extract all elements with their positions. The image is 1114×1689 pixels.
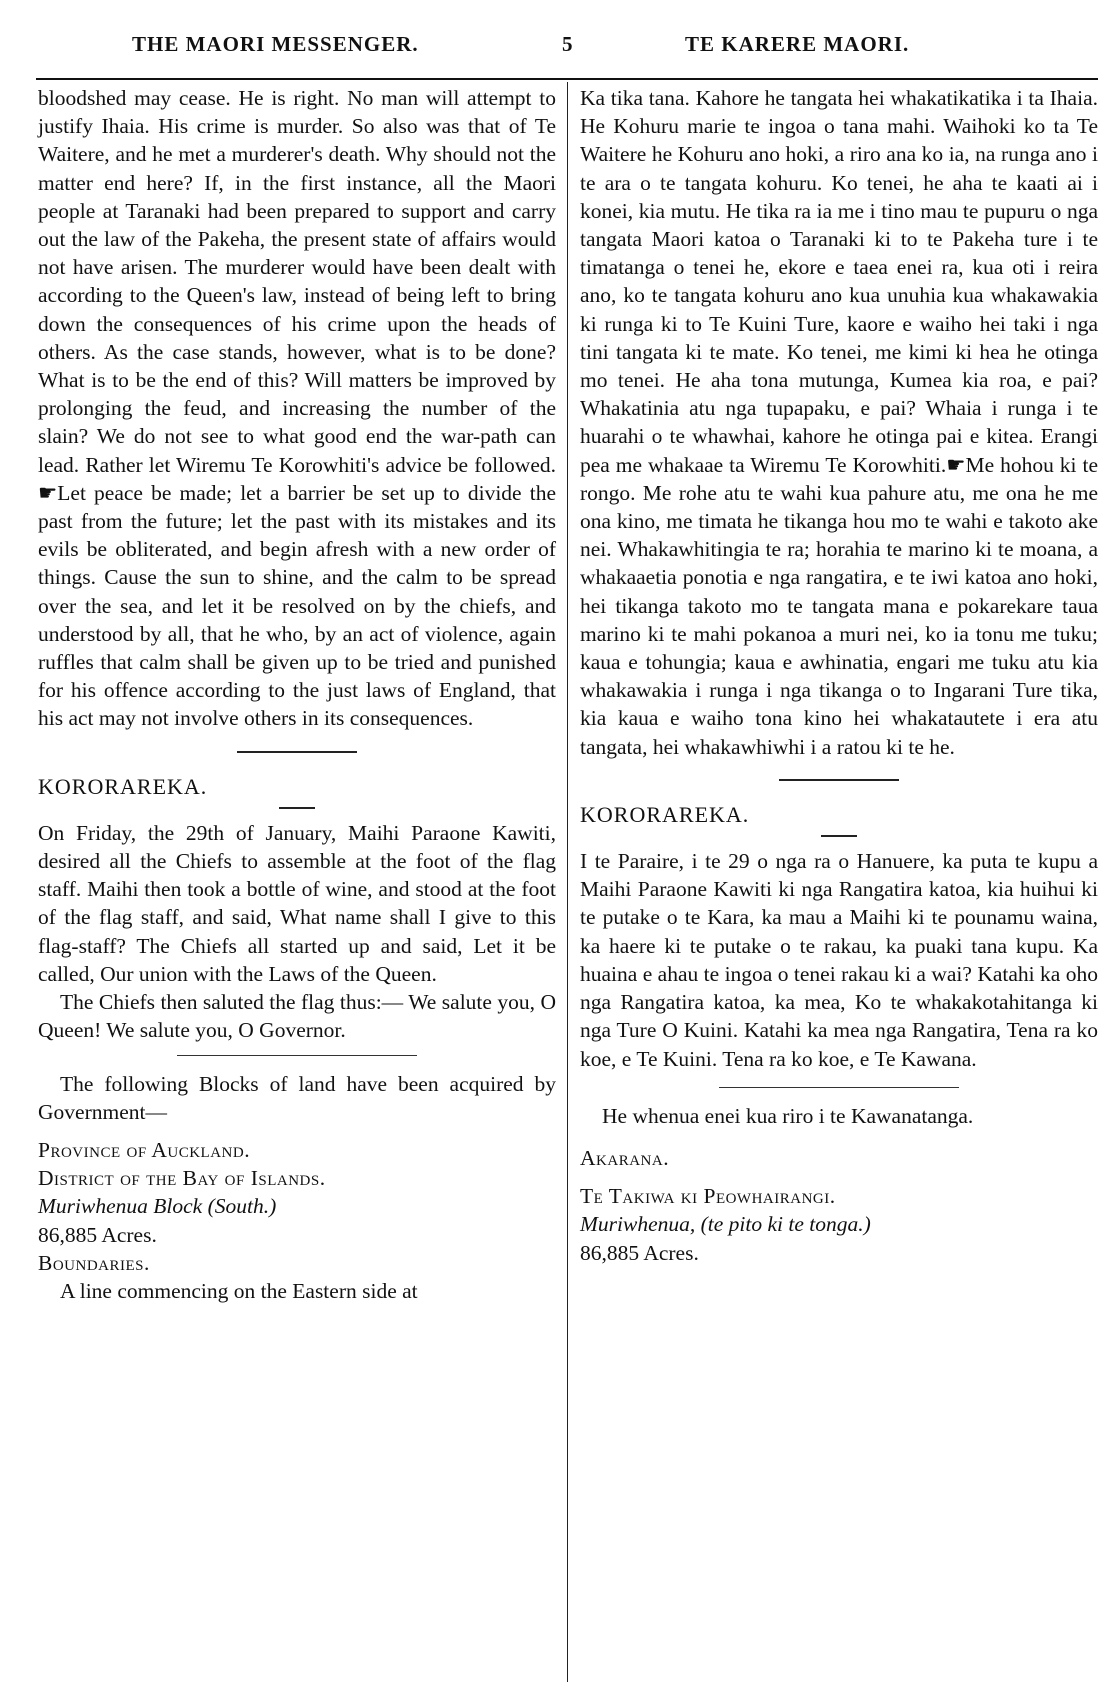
section-title: KORORAREKA. [38, 773, 208, 799]
boundary-description: A line commencing on the Eastern side at [60, 1278, 418, 1303]
running-head [0, 28, 1114, 68]
province-heading: Province of Auckland. [38, 1137, 251, 1162]
acreage-maori: 86,885 Acres. [580, 1240, 699, 1265]
article-continuation: bloodshed may cease. He is right. No man will attempt to justify Ihaia. His crime is murder. So also was that of Te Waitere, and he met a murderer's death. Why should not the matter end here? If, in the first instance, all the Maori people at Taranaki had been prepared to support and carry out the law of the Pakeha, the present state of affairs would not have arisen. The murderer would have been dealt with according to the Queen's law, instead of being left to bring down the consequences of his crime upon the heads of others. As the case stands, however, what is to be done? What is to be the end of this? Will matters be improved by prolonging the feud, and increasing the number of the slain? We do not see to what good end the war-path can lead. Rather let Wiremu Te Korowhiti's advice be followed. ☛Let peace be made; let a barrier be set up to divide the past from the future; let the past with its mistakes and its evils be obliterated, and begin afresh with a new order of things. Cause the sun to shine, and the calm to be spread over the sea, and let it be resolved on by the chiefs, and understood by all, that he who, by an act of violence, again ruffles that calm shall be given up to be tried and punished for his offence according to the just laws of England, that his act may not involve others in its consequences. [38, 86, 556, 731]
column-divider [567, 82, 568, 1682]
block-name-maori: Muriwhenua, (te pito ki te tonga.) [580, 1212, 871, 1237]
article-continuation-maori: Ka tika tana. Kahore he tangata hei whakatikatika i ta Ihaia. He Kohuru marie te ingoa o tana mahi. Waihoki ko ta Te Waitere he Kohuru ano hoki, a riro ana ko ia, na runga ano i te ara o te tangata kohuru. Ko tenei, he aha te kaati ai i konei, kia mutu. He tika ra ia me i tino mau te pupuru o nga tangata Maori katoa o Taranaki ki to te Pakeha ture i te timatanga o tenei he, ekore e taea enei ra, kua oti i reira ano, ko te tangata kohuru ano kua unuhia kua whakawakia ki runga ki to Te Kuini Ture, kaore e waiho hei taki i nga tini tangata ki te mate. Ko tenei, me kimi ki hea he otinga mo tenei. He aha tona mutunga, Kumea kia roa, e pai? Whakatinia atu nga tupapaku, e pai? Whaia i runga i te huarahi o te whawhai, kahore he otinga pai e kitea. Erangi pea me whakaae ta Wiremu Te Korowhiti.☛Me hohou ki te rongo. Me rohe atu te wahi kua pahure atu, me ona he me ona kino, me timata he tikanga hou mo te wahi e takoto ake nei. Whakawhitingia te ra; horahia te marino ki te moana, a whakaaetia ponotia e nga rangatira, e te iwi katoa ano hoki, hei tikanga takoto mo te tangata mana e pokarekare taua marino ki te mahi pokanoa a muri nei, ko ia tonu me tuku; kaua e tohungia; kaua e awhinatia, engari me tuku atu kia whakawakia i runga i nga tikanga o to Ingarani Ture tika, kia kaua e waiho tona kino hei whakatautete i era atu tangata, hei whakawhiwhi i a ratou ki te he. [580, 86, 1098, 759]
masthead-english: THE MAORI MESSENGER. [132, 32, 419, 56]
masthead-maori: TE KARERE MAORI. [685, 32, 910, 56]
block-name: Muriwhenua Block (South.) [38, 1194, 277, 1219]
province-heading-maori: Akarana. [580, 1145, 670, 1170]
section-title-maori: KORORAREKA. [580, 801, 750, 827]
kororareka-paragraph: On Friday, the 29th of January, Maihi Paraone Kawiti, desired all the Chiefs to assemble at the foot of the flag staff. Maihi then took a bottle of wine, and stood at the foot of the flag staff, and said, What name shall I give to this flag-staff? The Chiefs all started up and said, Let it be called, Our union with the Laws of the Queen. [38, 820, 556, 986]
boundaries-heading: Boundaries. [38, 1250, 150, 1275]
maori-column [580, 84, 1098, 1267]
english-column [38, 84, 556, 1305]
page-number: 5 [562, 32, 574, 56]
flag-salute-paragraph: The Chiefs then saluted the flag thus:— We salute you, O Queen! We salute you, O Governor. [38, 990, 556, 1043]
acreage: 86,885 Acres. [38, 1222, 157, 1247]
land-blocks-paragraph-maori: He whenua enei kua riro i te Kawanatanga. [602, 1103, 974, 1128]
header-rule [36, 78, 1098, 80]
district-heading: District of the Bay of Islands. [38, 1166, 326, 1191]
kororareka-paragraph-maori: I te Paraire, i te 29 o nga ra o Hanuere, ka puta te kupu a Maihi Paraone Kawiti ki nga Rangatira katoa, kia huihui ki te putake o te Kara, ka mau a Maihi ki te pounamu waina, ka haere ki te putake o te rakau, ka puaki tana kupu. Ka huaina e ahau te ingoa o tenei rakau ki a wai? Katahi ka oho nga Rangatira katoa, ka mea, Ko te whakakotahitanga ki nga Ture O Kuini. Katahi ka mea nga Rangatira, Tena ra ko koe, e Te Kuini. Tena ra ko koe, e Te Kawana. [580, 849, 1098, 1071]
land-blocks-paragraph: The following Blocks of land have been acquired by Government— [38, 1071, 556, 1124]
district-heading-maori: Te Takiwa ki Peowhairangi. [580, 1184, 836, 1209]
